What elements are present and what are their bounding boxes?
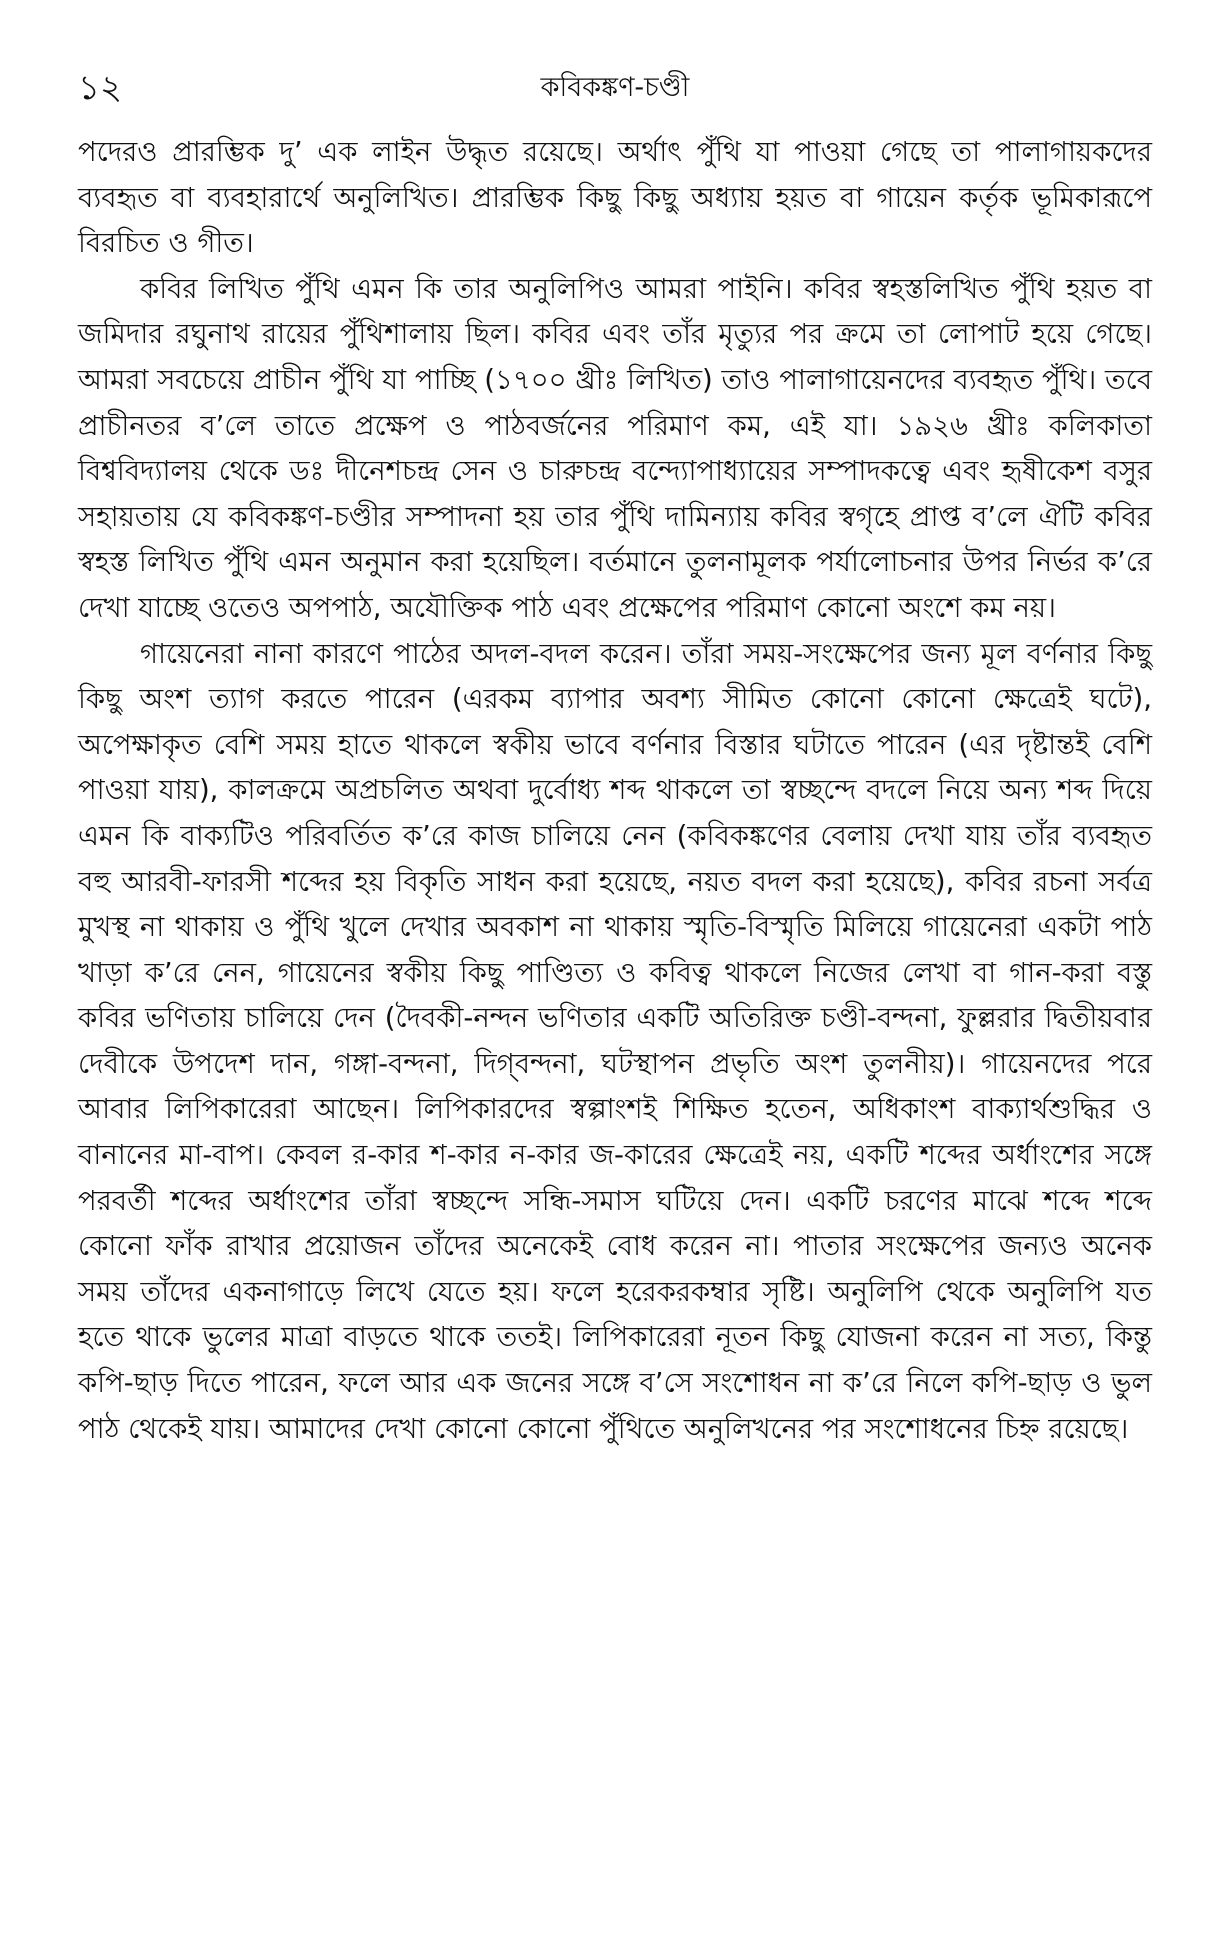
body-text: [78, 130, 1152, 1452]
paragraph: গায়েনেরা নানা কারণে পাঠের অদল-বদল করেন। তাঁরা সময়-সংক্ষেপের জন্য মূল বর্ণনার কিছু কিছু অংশ ত্যাগ করতে পারেন (এরকম ব্যাপার অবশ্য সীমিত কোনো কোনো ক্ষেত্রেই ঘটে), অপেক্ষাকৃত বেশি সময় হাতে থাকলে স্বকীয় ভাবে বর্ণনার বিস্তার ঘটাতে পারেন (এর দৃষ্টান্তই বেশি পাওয়া যায়), কালক্রমে অপ্রচলিত অথবা দুর্বোধ্য শব্দ থাকলে তা স্বচ্ছন্দে বদলে নিয়ে অন্য শব্দ দিয়ে এমন কি বাক্যটিও পরিবর্তিত ক’রে কাজ চালিয়ে নেন (কবিকঙ্কণের বেলায় দেখা যায় তাঁর ব্যবহৃত বহু আরবী-ফারসী শব্দের হয় বিকৃতি সাধন করা হয়েছে, নয়ত বদল করা হয়েছে), কবির রচনা সর্বত্র মুখস্থ না থাকায় ও পুঁথি খুলে দেখার অবকাশ না থাকায় স্মৃতি-বিস্মৃতি মিলিয়ে গায়েনেরা একটা পাঠ খাড়া ক’রে নেন, গায়েনের স্বকীয় কিছু পাণ্ডিত্য ও কবিত্ব থাকলে নিজের লেখা বা গান-করা বস্তু কবির ভণিতায় চালিয়ে দেন (দৈবকী-নন্দন ভণিতার একটি অতিরিক্ত চণ্ডী-বন্দনা, ফুল্লরার দ্বিতীয়বার দেবীকে উপদেশ দান, গঙ্গা-বন্দনা, দিগ্‌বন্দনা, ঘটস্থাপন প্রভৃতি অংশ তুলনীয়)। গায়েনদের পরে আবার লিপিকারেরা আছেন। লিপিকারদের স্বল্পাংশই শিক্ষিত হতেন, অধিকাংশ বাক্যার্থশুদ্ধির ও বানানের মা-বাপ। কেবল র-কার শ-কার ন-কার জ-কারের ক্ষেত্রেই নয়, একটি শব্দের অর্ধাংশের সঙ্গে পরবর্তী শব্দের অর্ধাংশের তাঁরা স্বচ্ছন্দে সন্ধি-সমাস ঘটিয়ে দেন। একটি চরণের মাঝে শব্দে শব্দে কোনো ফাঁক রাখার প্রয়োজন তাঁদের অনেকেই বোধ করেন না। পাতার সংক্ষেপের জন্যও অনেক সময় তাঁদের একনাগাড়ে লিখে যেতে হয়। ফলে হরেকরকম্বার সৃষ্টি। অনুলিপি থেকে অনুলিপি যত হতে থাকে ভুলের মাত্রা বাড়তে থাকে ততই। লিপিকারেরা নূতন কিছু যোজনা করেন না সত্য, কিন্তু কপি-ছাড় দিতে পারেন, ফলে আর এক জনের সঙ্গে ব’সে সংশোধন না ক’রে নিলে কপি-ছাড় ও ভুল পাঠ থেকেই যায়। আমাদের দেখা কোনো কোনো পুঁথিতে অনুলিখনের পর সংশোধনের চিহ্ন রয়েছে।: [78, 637, 1152, 1445]
paragraph-continuation: পদেরও প্রারম্ভিক দু’ এক লাইন উদ্ধৃত রয়েছে। অর্থাৎ পুঁথি যা পাওয়া গেছে তা পালাগায়কদের ব্যবহৃত বা ব্যবহারার্থে অনুলিখিত। প্রারম্ভিক কিছু কিছু অধ্যায় হয়ত বা গায়েন কর্তৃক ভূমিকারূপে বিরচিত ও গীত।: [78, 136, 1152, 260]
running-title: কবিকঙ্কণ-চণ্ডী: [540, 72, 690, 103]
page-number: ১২: [78, 68, 123, 108]
page-header: [78, 62, 1152, 120]
paragraph: কবির লিখিত পুঁথি এমন কি তার অনুলিপিও আমরা পাইনি। কবির স্বহস্তলিখিত পুঁথি হয়ত বা জমিদার রঘুনাথ রায়ের পুঁথিশালায় ছিল। কবির এবং তাঁর মৃত্যুর পর ক্রমে তা লোপাট হয়ে গেছে। আমরা সবচেয়ে প্রাচীন পুঁথি যা পাচ্ছি (১৭০০ খ্রীঃ লিখিত) তাও পালাগায়েনদের ব্যবহৃত পুঁথি। তবে প্রাচীনতর ব’লে তাতে প্রক্ষেপ ও পাঠবর্জনের পরিমাণ কম, এই যা। ১৯২৬ খ্রীঃ কলিকাতা বিশ্ববিদ্যালয় থেকে ডঃ দীনেশচন্দ্র সেন ও চারুচন্দ্র বন্দ্যোপাধ্যায়ের সম্পাদকত্বে এবং হৃষীকেশ বসুর সহায়তায় যে কবিকঙ্কণ-চণ্ডীর সম্পাদনা হয় তার পুঁথি দামিন্যায় কবির স্বগৃহে প্রাপ্ত ব’লে ঐটি কবির স্বহস্ত লিখিত পুঁথি এমন অনুমান করা হয়েছিল। বর্তমানে তুলনামূলক পর্যালোচনার উপর নির্ভর ক’রে দেখা যাচ্ছে ওতেও অপপাঠ, অযৌক্তিক পাঠ এবং প্রক্ষেপের পরিমাণ কোনো অংশে কম নয়।: [78, 272, 1152, 624]
